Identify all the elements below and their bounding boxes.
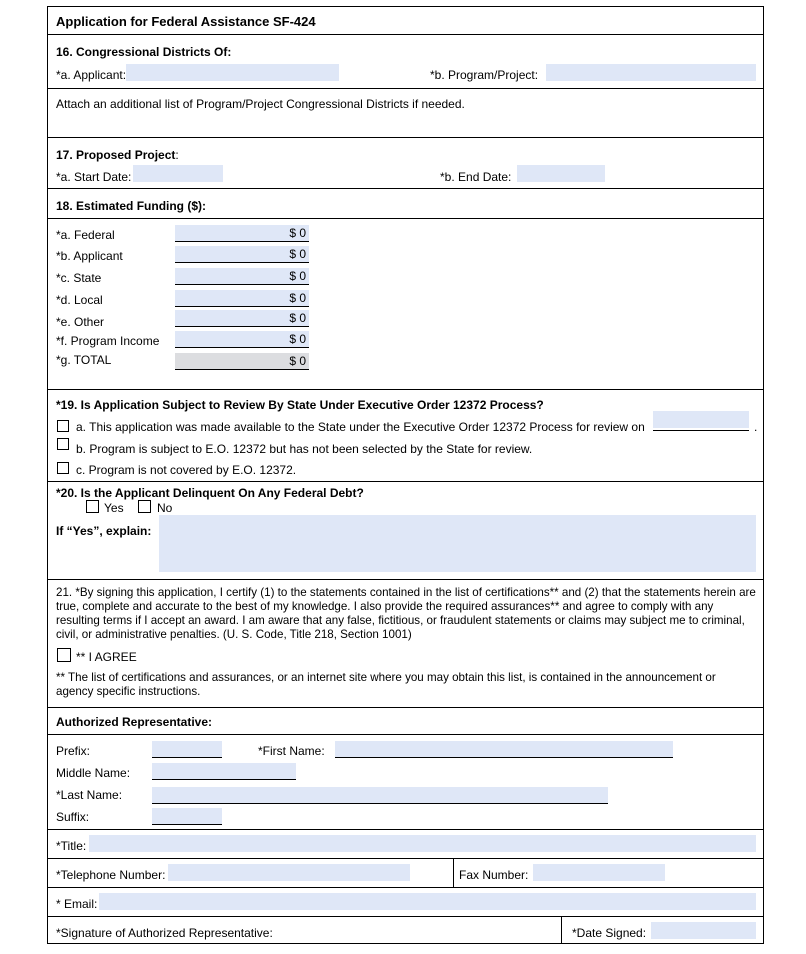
review-date-underline — [653, 430, 749, 431]
fax-label: Fax Number: — [459, 868, 529, 882]
end-date-label: *b. End Date: — [440, 170, 512, 184]
divider — [48, 218, 763, 219]
funding-federal-input[interactable]: $ 0 — [175, 225, 309, 242]
review-option-c-checkbox[interactable] — [57, 462, 69, 474]
first-name-label: *First Name: — [258, 744, 325, 758]
start-date-input[interactable] — [133, 165, 223, 182]
divider — [48, 579, 763, 580]
divider — [48, 34, 763, 35]
certification-text: 21. *By signing this application, I certify (1) to the statements contained in the list of certifications** and (2) that the statements herein are true, complete and accurate to the best of my knowledge. I also provide the required assurances** and agree to comply with any resulting terms if I accept an award. I am aware that any false, fictitious, or fraudulent statements or claims may subject me to criminal, civil, or administrative penalties. (U. S. Code, Title 218, Section 1001) — [56, 586, 756, 641]
funding-state-input[interactable]: $ 0 — [175, 268, 309, 285]
section-16-heading: 16. Congressional Districts Of: — [56, 45, 232, 59]
review-option-c-label: c. Program is not covered by E.O. 12372. — [76, 463, 297, 477]
funding-program-income-label: *f. Program Income — [56, 334, 160, 348]
middle-name-label: Middle Name: — [56, 766, 131, 780]
section-19-heading: *19. Is Application Subject to Review By State Under Executive Order 12372 Process? — [56, 398, 544, 412]
end-date-input[interactable] — [517, 165, 605, 182]
funding-state-label: *c. State — [56, 271, 102, 285]
funding-total-label: *g. TOTAL — [56, 353, 112, 367]
section-17-title: 17. Proposed Project — [56, 148, 176, 162]
date-signed-label: *Date Signed: — [572, 926, 647, 940]
section-18-heading: 18. Estimated Funding ($): — [56, 199, 207, 213]
divider — [48, 481, 763, 482]
authorized-rep-heading: Authorized Representative: — [56, 715, 213, 729]
delinquent-yes-label: Yes — [104, 501, 124, 515]
title-label: *Title: — [56, 839, 87, 853]
middle-name-input[interactable] — [152, 763, 296, 780]
review-date-input[interactable] — [653, 411, 749, 428]
section-17-heading — [56, 148, 179, 162]
funding-other-input[interactable]: $ 0 — [175, 310, 309, 327]
fax-input[interactable] — [533, 864, 665, 881]
funding-total-value: $ 0 — [175, 353, 309, 370]
agree-checkbox[interactable] — [57, 648, 71, 662]
start-date-label: *a. Start Date: — [56, 170, 132, 184]
email-input[interactable] — [99, 893, 756, 910]
telephone-label: *Telephone Number: — [56, 868, 166, 882]
review-option-a-label: a. This application was made available to the State under the Executive Order 12372 Process for review on — [76, 420, 645, 434]
divider — [48, 88, 763, 89]
last-name-label: *Last Name: — [56, 788, 123, 802]
funding-federal-label: *a. Federal — [56, 228, 115, 242]
form-frame — [47, 6, 764, 944]
divider — [48, 829, 763, 830]
divider — [48, 389, 763, 390]
review-option-b-label: b. Program is subject to E.O. 12372 but has not been selected by the State for review. — [76, 442, 533, 456]
funding-other-label: *e. Other — [56, 315, 105, 329]
suffix-input[interactable] — [152, 808, 222, 825]
explain-label: If “Yes”, explain: — [56, 524, 152, 538]
funding-local-label: *d. Local — [56, 293, 103, 307]
applicant-district-label: *a. Applicant: — [56, 68, 127, 82]
funding-program-income-input[interactable]: $ 0 — [175, 331, 309, 348]
divider — [48, 887, 763, 888]
divider — [48, 137, 763, 138]
program-district-label: *b. Program/Project: — [430, 68, 539, 82]
form-title: Application for Federal Assistance SF-424 — [56, 14, 316, 29]
email-label: * Email: — [56, 897, 98, 911]
last-name-input[interactable] — [152, 787, 608, 804]
agree-label: ** I AGREE — [76, 650, 137, 664]
funding-applicant-label: *b. Applicant — [56, 249, 123, 263]
divider — [48, 188, 763, 189]
divider — [48, 707, 763, 708]
section-17-colon: : — [175, 148, 179, 162]
funding-applicant-input[interactable]: $ 0 — [175, 246, 309, 263]
funding-local-input[interactable]: $ 0 — [175, 290, 309, 307]
prefix-label: Prefix: — [56, 744, 91, 758]
title-input[interactable] — [89, 835, 756, 852]
review-option-a-checkbox[interactable] — [57, 420, 69, 432]
telephone-input[interactable] — [168, 864, 410, 881]
certification-footnote: ** The list of certifications and assurances, or an internet site where you may obtain this list, is contained in the announcement or agency specific instructions. — [56, 671, 716, 698]
first-name-input[interactable] — [335, 741, 673, 758]
attach-note: Attach an additional list of Program/Project Congressional Districts if needed. — [56, 97, 465, 111]
signature-label: *Signature of Authorized Representative: — [56, 926, 273, 940]
date-signed-input[interactable] — [651, 922, 756, 939]
suffix-label: Suffix: — [56, 810, 90, 824]
section-20-heading: *20. Is the Applicant Delinquent On Any Federal Debt? — [56, 486, 364, 500]
divider — [48, 858, 763, 859]
program-district-input[interactable] — [546, 64, 756, 81]
applicant-district-input[interactable] — [126, 64, 339, 81]
review-option-b-checkbox[interactable] — [57, 438, 69, 450]
review-date-period: . — [754, 420, 758, 434]
delinquent-no-label: No — [157, 501, 173, 515]
divider — [561, 916, 562, 944]
delinquent-no-checkbox[interactable] — [138, 500, 151, 513]
divider — [48, 916, 763, 917]
divider — [453, 858, 454, 887]
explain-textarea[interactable] — [159, 515, 756, 572]
delinquent-yes-checkbox[interactable] — [86, 500, 99, 513]
divider — [48, 734, 763, 735]
prefix-input[interactable] — [152, 741, 222, 758]
